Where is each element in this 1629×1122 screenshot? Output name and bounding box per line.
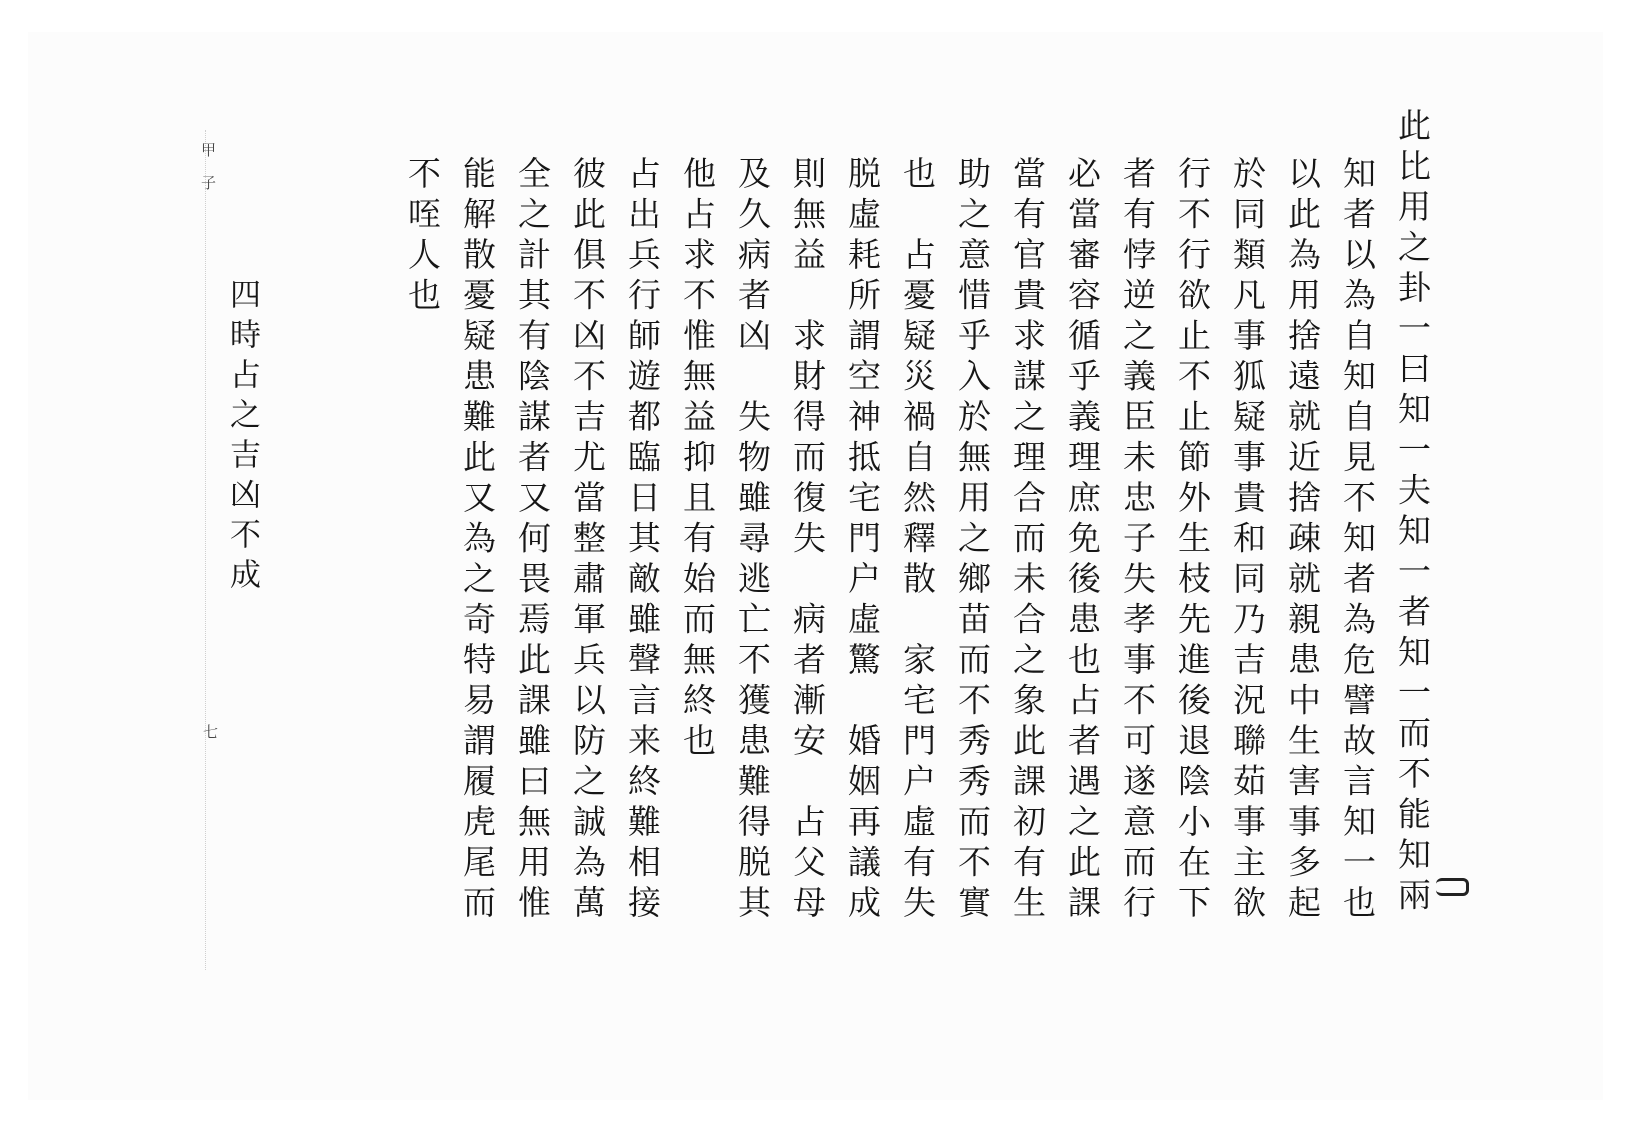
text-column: 彼此俱不凶不吉尤當整肅軍兵以防之誠為萬 bbox=[568, 156, 607, 926]
bracket-mark-icon bbox=[1436, 878, 1469, 896]
text-column: 知者以為自知自見不知者為危譬故言知一也 bbox=[1338, 156, 1377, 926]
text-column: 此比用之卦一曰知一夫知一者知一而不能知兩 bbox=[1393, 108, 1432, 918]
margin-label: 甲子 bbox=[199, 142, 217, 208]
section-title: 四時占之吉凶不成 bbox=[224, 278, 260, 598]
text-column: 他占求不惟無益抑且有始而無終也 bbox=[678, 156, 717, 764]
text-column: 行不行欲止不止節外生枝先進後退陰小在下 bbox=[1173, 156, 1212, 926]
text-column: 當有官貴求謀之理合而未合之象此課初有生 bbox=[1008, 156, 1047, 926]
text-column: 全之計其有陰謀者又何畏焉此課雖曰無用惟 bbox=[513, 156, 552, 926]
text-column: 於同類凡事狐疑事貴和同乃吉況聯茹事主欲 bbox=[1228, 156, 1267, 926]
text-column: 脱虛耗所謂空神抵宅門户虛驚 婚姻再議成 bbox=[843, 156, 882, 926]
text-column: 能解散憂疑患難此又為之奇特易謂履虎尾而 bbox=[458, 156, 497, 926]
text-column: 則無益 求財得而復失 病者漸安 占父母 bbox=[788, 156, 827, 926]
text-columns bbox=[240, 108, 1440, 998]
gutter-line bbox=[205, 130, 206, 970]
text-column: 必當審容循乎義理庶免後患也占者遇之此課 bbox=[1063, 156, 1102, 926]
text-column: 及久病者凶 失物雖尋逃亡不獲患難得脱其 bbox=[733, 156, 772, 926]
text-column: 助之意惜乎入於無用之鄉苗而不秀秀而不實 bbox=[953, 156, 992, 926]
text-column: 也 占憂疑災禍自然釋散 家宅門户虛有失 bbox=[898, 156, 937, 926]
text-column: 不咥人也 bbox=[403, 156, 442, 318]
text-column: 者有悖逆之義臣未忠子失孝事不可遂意而行 bbox=[1118, 156, 1157, 926]
text-column: 以此為用捨遠就近捨疎就親患中生害事多起 bbox=[1283, 156, 1322, 926]
folio-number: 七 bbox=[201, 724, 219, 757]
text-column: 占出兵行師遊都臨日其敵雖聲言来終難相接 bbox=[623, 156, 662, 926]
